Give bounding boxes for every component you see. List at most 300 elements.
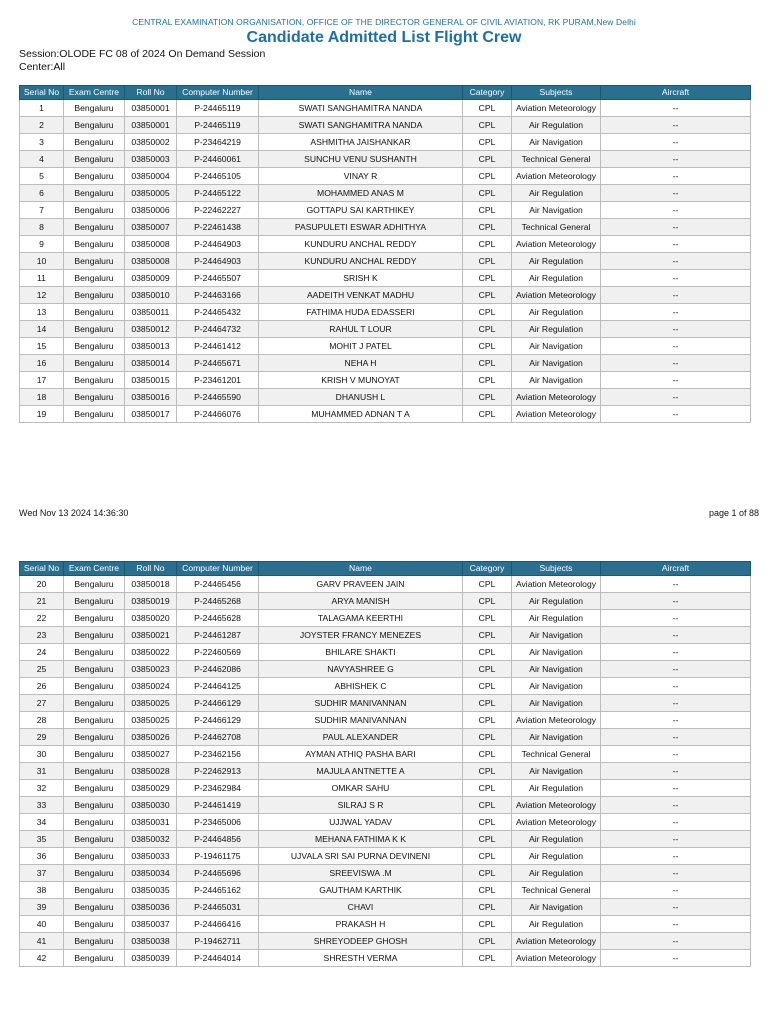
cell-aircraft: --	[601, 814, 751, 831]
cell-computer-number: P-24461412	[177, 338, 259, 355]
cell-roll-no: 03850036	[125, 899, 177, 916]
cell-exam-centre: Bengaluru	[64, 831, 125, 848]
cell-category: CPL	[463, 746, 512, 763]
cell-serial: 11	[20, 270, 64, 287]
cell-name: OMKAR SAHU	[259, 780, 463, 797]
cell-subject: Air Navigation	[512, 644, 601, 661]
table-row	[20, 644, 751, 661]
col-computer-number: Computer Number	[177, 562, 259, 576]
cell-name: ASHMITHA JAISHANKAR	[259, 134, 463, 151]
cell-computer-number: P-24465268	[177, 593, 259, 610]
cell-exam-centre: Bengaluru	[64, 729, 125, 746]
table-row	[20, 933, 751, 950]
cell-aircraft: --	[601, 678, 751, 695]
cell-exam-centre: Bengaluru	[64, 338, 125, 355]
cell-serial: 20	[20, 576, 64, 593]
cell-computer-number: P-23462156	[177, 746, 259, 763]
cell-name: BHILARE SHAKTI	[259, 644, 463, 661]
cell-serial: 22	[20, 610, 64, 627]
cell-serial: 16	[20, 355, 64, 372]
cell-roll-no: 03850031	[125, 814, 177, 831]
cell-subject: Aviation Meteorology	[512, 100, 601, 117]
table-row	[20, 185, 751, 202]
cell-computer-number: P-24465105	[177, 168, 259, 185]
cell-aircraft: --	[601, 899, 751, 916]
cell-name: KRISH V MUNOYAT	[259, 372, 463, 389]
cell-aircraft: --	[601, 219, 751, 236]
cell-computer-number: P-23465006	[177, 814, 259, 831]
cell-category: CPL	[463, 287, 512, 304]
cell-name: NEHA H	[259, 355, 463, 372]
cell-exam-centre: Bengaluru	[64, 848, 125, 865]
cell-exam-centre: Bengaluru	[64, 950, 125, 967]
cell-serial: 28	[20, 712, 64, 729]
cell-serial: 29	[20, 729, 64, 746]
cell-name: CHAVI	[259, 899, 463, 916]
cell-exam-centre: Bengaluru	[64, 185, 125, 202]
cell-aircraft: --	[601, 933, 751, 950]
cell-serial: 12	[20, 287, 64, 304]
cell-subject: Aviation Meteorology	[512, 406, 601, 423]
cell-category: CPL	[463, 253, 512, 270]
cell-category: CPL	[463, 202, 512, 219]
cell-exam-centre: Bengaluru	[64, 389, 125, 406]
cell-computer-number: P-22461438	[177, 219, 259, 236]
cell-subject: Air Regulation	[512, 848, 601, 865]
cell-exam-centre: Bengaluru	[64, 372, 125, 389]
table-row	[20, 270, 751, 287]
cell-serial: 18	[20, 389, 64, 406]
cell-subject: Air Navigation	[512, 134, 601, 151]
cell-exam-centre: Bengaluru	[64, 576, 125, 593]
table-row	[20, 372, 751, 389]
cell-category: CPL	[463, 814, 512, 831]
cell-category: CPL	[463, 576, 512, 593]
cell-roll-no: 03850009	[125, 270, 177, 287]
cell-name: SWATI SANGHAMITRA NANDA	[259, 100, 463, 117]
cell-category: CPL	[463, 950, 512, 967]
cell-computer-number: P-24466129	[177, 712, 259, 729]
cell-computer-number: P-24464856	[177, 831, 259, 848]
cell-serial: 10	[20, 253, 64, 270]
cell-exam-centre: Bengaluru	[64, 780, 125, 797]
table-row	[20, 338, 751, 355]
table-row	[20, 593, 751, 610]
table-row	[20, 389, 751, 406]
col-category: Category	[463, 562, 512, 576]
cell-roll-no: 03850002	[125, 134, 177, 151]
table-row	[20, 151, 751, 168]
cell-exam-centre: Bengaluru	[64, 661, 125, 678]
cell-subject: Air Navigation	[512, 202, 601, 219]
cell-subject: Air Navigation	[512, 899, 601, 916]
cell-aircraft: --	[601, 712, 751, 729]
cell-exam-centre: Bengaluru	[64, 593, 125, 610]
cell-name: SHREYODEEP GHOSH	[259, 933, 463, 950]
table-row	[20, 100, 751, 117]
cell-aircraft: --	[601, 729, 751, 746]
cell-aircraft: --	[601, 763, 751, 780]
cell-roll-no: 03850008	[125, 236, 177, 253]
cell-subject: Aviation Meteorology	[512, 576, 601, 593]
cell-subject: Air Regulation	[512, 916, 601, 933]
cell-category: CPL	[463, 695, 512, 712]
cell-roll-no: 03850023	[125, 661, 177, 678]
cell-aircraft: --	[601, 627, 751, 644]
cell-computer-number: P-24460061	[177, 151, 259, 168]
cell-computer-number: P-24465432	[177, 304, 259, 321]
cell-exam-centre: Bengaluru	[64, 712, 125, 729]
table-row	[20, 729, 751, 746]
table-row	[20, 797, 751, 814]
cell-computer-number: P-24464125	[177, 678, 259, 695]
cell-name: RAHUL T LOUR	[259, 321, 463, 338]
cell-exam-centre: Bengaluru	[64, 610, 125, 627]
cell-category: CPL	[463, 338, 512, 355]
cell-computer-number: P-24466076	[177, 406, 259, 423]
cell-category: CPL	[463, 712, 512, 729]
cell-roll-no: 03850001	[125, 117, 177, 134]
cell-roll-no: 03850030	[125, 797, 177, 814]
cell-aircraft: --	[601, 831, 751, 848]
table-row	[20, 287, 751, 304]
cell-aircraft: --	[601, 372, 751, 389]
cell-exam-centre: Bengaluru	[64, 168, 125, 185]
cell-exam-centre: Bengaluru	[64, 933, 125, 950]
cell-subject: Technical General	[512, 882, 601, 899]
cell-serial: 17	[20, 372, 64, 389]
cell-category: CPL	[463, 865, 512, 882]
cell-name: SRISH K	[259, 270, 463, 287]
cell-roll-no: 03850014	[125, 355, 177, 372]
cell-subject: Aviation Meteorology	[512, 933, 601, 950]
cell-roll-no: 03850011	[125, 304, 177, 321]
cell-exam-centre: Bengaluru	[64, 253, 125, 270]
cell-roll-no: 03850024	[125, 678, 177, 695]
cell-subject: Air Navigation	[512, 678, 601, 695]
cell-exam-centre: Bengaluru	[64, 695, 125, 712]
cell-roll-no: 03850007	[125, 219, 177, 236]
cell-computer-number: P-22460569	[177, 644, 259, 661]
cell-aircraft: --	[601, 321, 751, 338]
cell-subject: Aviation Meteorology	[512, 814, 601, 831]
table-row	[20, 712, 751, 729]
cell-computer-number: P-24464732	[177, 321, 259, 338]
cell-roll-no: 03850018	[125, 576, 177, 593]
table-row	[20, 202, 751, 219]
cell-computer-number: P-24465671	[177, 355, 259, 372]
cell-serial: 39	[20, 899, 64, 916]
cell-aircraft: --	[601, 780, 751, 797]
cell-name: PAUL ALEXANDER	[259, 729, 463, 746]
cell-exam-centre: Bengaluru	[64, 678, 125, 695]
cell-aircraft: --	[601, 236, 751, 253]
cell-serial: 9	[20, 236, 64, 253]
cell-subject: Air Regulation	[512, 270, 601, 287]
cell-computer-number: P-24465162	[177, 882, 259, 899]
cell-aircraft: --	[601, 746, 751, 763]
cell-exam-centre: Bengaluru	[64, 134, 125, 151]
cell-category: CPL	[463, 882, 512, 899]
cell-computer-number: P-24465031	[177, 899, 259, 916]
cell-aircraft: --	[601, 253, 751, 270]
cell-name: GOTTAPU SAI KARTHIKEY	[259, 202, 463, 219]
cell-computer-number: P-22462913	[177, 763, 259, 780]
cell-roll-no: 03850035	[125, 882, 177, 899]
table-row	[20, 168, 751, 185]
cell-computer-number: P-24461419	[177, 797, 259, 814]
cell-name: PASUPULETI ESWAR ADHITHYA	[259, 219, 463, 236]
page-title: Candidate Admitted List Flight Crew	[246, 29, 522, 46]
table-row	[20, 882, 751, 899]
cell-serial: 21	[20, 593, 64, 610]
table-row	[20, 831, 751, 848]
cell-category: CPL	[463, 831, 512, 848]
cell-exam-centre: Bengaluru	[64, 916, 125, 933]
cell-computer-number: P-24465119	[177, 100, 259, 117]
table-row	[20, 950, 751, 967]
cell-computer-number: P-24466129	[177, 695, 259, 712]
cell-computer-number: P-23462984	[177, 780, 259, 797]
cell-subject: Aviation Meteorology	[512, 236, 601, 253]
page-indicator: page 1 of 88	[708, 508, 759, 518]
cell-category: CPL	[463, 678, 512, 695]
cell-category: CPL	[463, 185, 512, 202]
cell-subject: Air Regulation	[512, 593, 601, 610]
cell-serial: 26	[20, 678, 64, 695]
cell-aircraft: --	[601, 576, 751, 593]
cell-name: SREEVISWA .M	[259, 865, 463, 882]
table-row	[20, 848, 751, 865]
cell-category: CPL	[463, 627, 512, 644]
cell-computer-number: P-24465590	[177, 389, 259, 406]
table-row	[20, 253, 751, 270]
cell-exam-centre: Bengaluru	[64, 814, 125, 831]
cell-category: CPL	[463, 134, 512, 151]
cell-computer-number: P-24462086	[177, 661, 259, 678]
cell-roll-no: 03850003	[125, 151, 177, 168]
cell-roll-no: 03850016	[125, 389, 177, 406]
cell-aircraft: --	[601, 270, 751, 287]
cell-roll-no: 03850020	[125, 610, 177, 627]
cell-subject: Air Regulation	[512, 610, 601, 627]
cell-computer-number: P-24464903	[177, 253, 259, 270]
cell-subject: Aviation Meteorology	[512, 287, 601, 304]
cell-computer-number: P-22462227	[177, 202, 259, 219]
cell-name: DHANUSH L	[259, 389, 463, 406]
cell-roll-no: 03850010	[125, 287, 177, 304]
cell-category: CPL	[463, 848, 512, 865]
cell-exam-centre: Bengaluru	[64, 202, 125, 219]
cell-serial: 7	[20, 202, 64, 219]
cell-category: CPL	[463, 321, 512, 338]
cell-subject: Aviation Meteorology	[512, 950, 601, 967]
cell-exam-centre: Bengaluru	[64, 406, 125, 423]
cell-category: CPL	[463, 117, 512, 134]
cell-aircraft: --	[601, 916, 751, 933]
cell-name: KUNDURU ANCHAL REDDY	[259, 253, 463, 270]
col-roll-no: Roll No	[125, 562, 177, 576]
table-row	[20, 899, 751, 916]
cell-aircraft: --	[601, 100, 751, 117]
cell-exam-centre: Bengaluru	[64, 746, 125, 763]
cell-subject: Air Navigation	[512, 729, 601, 746]
cell-serial: 35	[20, 831, 64, 848]
cell-category: CPL	[463, 100, 512, 117]
cell-serial: 13	[20, 304, 64, 321]
cell-roll-no: 03850013	[125, 338, 177, 355]
table-row	[20, 780, 751, 797]
cell-exam-centre: Bengaluru	[64, 236, 125, 253]
cell-serial: 42	[20, 950, 64, 967]
cell-serial: 14	[20, 321, 64, 338]
cell-category: CPL	[463, 389, 512, 406]
cell-name: AADEITH VENKAT MADHU	[259, 287, 463, 304]
cell-serial: 2	[20, 117, 64, 134]
cell-computer-number: P-24461287	[177, 627, 259, 644]
cell-roll-no: 03850019	[125, 593, 177, 610]
cell-name: MEHANA FATHIMA K K	[259, 831, 463, 848]
cell-exam-centre: Bengaluru	[64, 117, 125, 134]
cell-subject: Aviation Meteorology	[512, 712, 601, 729]
cell-aircraft: --	[601, 389, 751, 406]
cell-name: GARV PRAVEEN JAIN	[259, 576, 463, 593]
col-subjects: Subjects	[512, 86, 601, 100]
cell-roll-no: 03850032	[125, 831, 177, 848]
cell-name: MUHAMMED ADNAN T A	[259, 406, 463, 423]
cell-name: SHRESTH VERMA	[259, 950, 463, 967]
cell-roll-no: 03850021	[125, 627, 177, 644]
table-row	[20, 406, 751, 423]
cell-name: ARYA MANISH	[259, 593, 463, 610]
cell-roll-no: 03850029	[125, 780, 177, 797]
cell-exam-centre: Bengaluru	[64, 644, 125, 661]
cell-category: CPL	[463, 780, 512, 797]
cell-name: AYMAN ATHIQ PASHA BARI	[259, 746, 463, 763]
cell-roll-no: 03850034	[125, 865, 177, 882]
cell-category: CPL	[463, 729, 512, 746]
cell-roll-no: 03850001	[125, 100, 177, 117]
cell-name: SWATI SANGHAMITRA NANDA	[259, 117, 463, 134]
cell-computer-number: P-24465122	[177, 185, 259, 202]
cell-category: CPL	[463, 661, 512, 678]
cell-name: TALAGAMA KEERTHI	[259, 610, 463, 627]
cell-subject: Air Navigation	[512, 627, 601, 644]
col-subjects: Subjects	[512, 562, 601, 576]
col-aircraft: Aircraft	[601, 562, 751, 576]
session-label: Session:OLODE FC 08 of 2024 On Demand Session	[19, 48, 266, 60]
table-row	[20, 321, 751, 338]
cell-aircraft: --	[601, 644, 751, 661]
cell-subject: Air Regulation	[512, 304, 601, 321]
cell-aircraft: --	[601, 202, 751, 219]
table-row	[20, 695, 751, 712]
cell-subject: Air Navigation	[512, 338, 601, 355]
cell-subject: Air Navigation	[512, 763, 601, 780]
cell-subject: Air Regulation	[512, 185, 601, 202]
table-row	[20, 219, 751, 236]
cell-serial: 6	[20, 185, 64, 202]
table-row	[20, 355, 751, 372]
cell-roll-no: 03850039	[125, 950, 177, 967]
col-computer-number: Computer Number	[177, 86, 259, 100]
cell-computer-number: P-24465507	[177, 270, 259, 287]
cell-subject: Air Regulation	[512, 780, 601, 797]
table-row	[20, 610, 751, 627]
col-name: Name	[259, 562, 463, 576]
cell-serial: 34	[20, 814, 64, 831]
cell-name: SUDHIR MANIVANNAN	[259, 695, 463, 712]
cell-exam-centre: Bengaluru	[64, 865, 125, 882]
cell-category: CPL	[463, 372, 512, 389]
cell-subject: Air Navigation	[512, 661, 601, 678]
cell-computer-number: P-24465696	[177, 865, 259, 882]
cell-aircraft: --	[601, 661, 751, 678]
cell-serial: 27	[20, 695, 64, 712]
cell-computer-number: P-24465628	[177, 610, 259, 627]
cell-roll-no: 03850027	[125, 746, 177, 763]
cell-serial: 38	[20, 882, 64, 899]
col-exam-centre: Exam Centre	[64, 86, 125, 100]
cell-computer-number: P-24466416	[177, 916, 259, 933]
cell-computer-number: P-24463166	[177, 287, 259, 304]
cell-serial: 32	[20, 780, 64, 797]
cell-name: ABHISHEK C	[259, 678, 463, 695]
cell-roll-no: 03850025	[125, 712, 177, 729]
cell-computer-number: P-23464219	[177, 134, 259, 151]
cell-exam-centre: Bengaluru	[64, 304, 125, 321]
cell-serial: 19	[20, 406, 64, 423]
cell-subject: Air Regulation	[512, 831, 601, 848]
cell-aircraft: --	[601, 117, 751, 134]
cell-serial: 24	[20, 644, 64, 661]
cell-name: MAJULA ANTNETTE A	[259, 763, 463, 780]
table-row	[20, 916, 751, 933]
table-row	[20, 814, 751, 831]
organisation-header: CENTRAL EXAMINATION ORGANISATION, OFFICE OF THE DIRECTOR GENERAL OF CIVIL AVIATION, RK PURAM,New Delhi	[132, 17, 636, 27]
cell-aircraft: --	[601, 848, 751, 865]
cell-serial: 31	[20, 763, 64, 780]
cell-roll-no: 03850033	[125, 848, 177, 865]
cell-serial: 1	[20, 100, 64, 117]
cell-serial: 36	[20, 848, 64, 865]
cell-name: UJJWAL YADAV	[259, 814, 463, 831]
cell-roll-no: 03850017	[125, 406, 177, 423]
col-serial-no: Serial No	[20, 86, 64, 100]
cell-computer-number: P-24464903	[177, 236, 259, 253]
table-row	[20, 865, 751, 882]
cell-category: CPL	[463, 763, 512, 780]
cell-aircraft: --	[601, 304, 751, 321]
center-label: Center:All	[19, 61, 66, 73]
cell-exam-centre: Bengaluru	[64, 151, 125, 168]
cell-category: CPL	[463, 797, 512, 814]
col-serial-no: Serial No	[20, 562, 64, 576]
cell-name: MOHAMMED ANAS M	[259, 185, 463, 202]
cell-exam-centre: Bengaluru	[64, 100, 125, 117]
cell-subject: Aviation Meteorology	[512, 797, 601, 814]
cell-aircraft: --	[601, 185, 751, 202]
cell-serial: 41	[20, 933, 64, 950]
cell-roll-no: 03850004	[125, 168, 177, 185]
table-row	[20, 576, 751, 593]
cell-computer-number: P-24464014	[177, 950, 259, 967]
cell-exam-centre: Bengaluru	[64, 321, 125, 338]
col-exam-centre: Exam Centre	[64, 562, 125, 576]
cell-roll-no: 03850028	[125, 763, 177, 780]
cell-exam-centre: Bengaluru	[64, 355, 125, 372]
cell-aircraft: --	[601, 168, 751, 185]
